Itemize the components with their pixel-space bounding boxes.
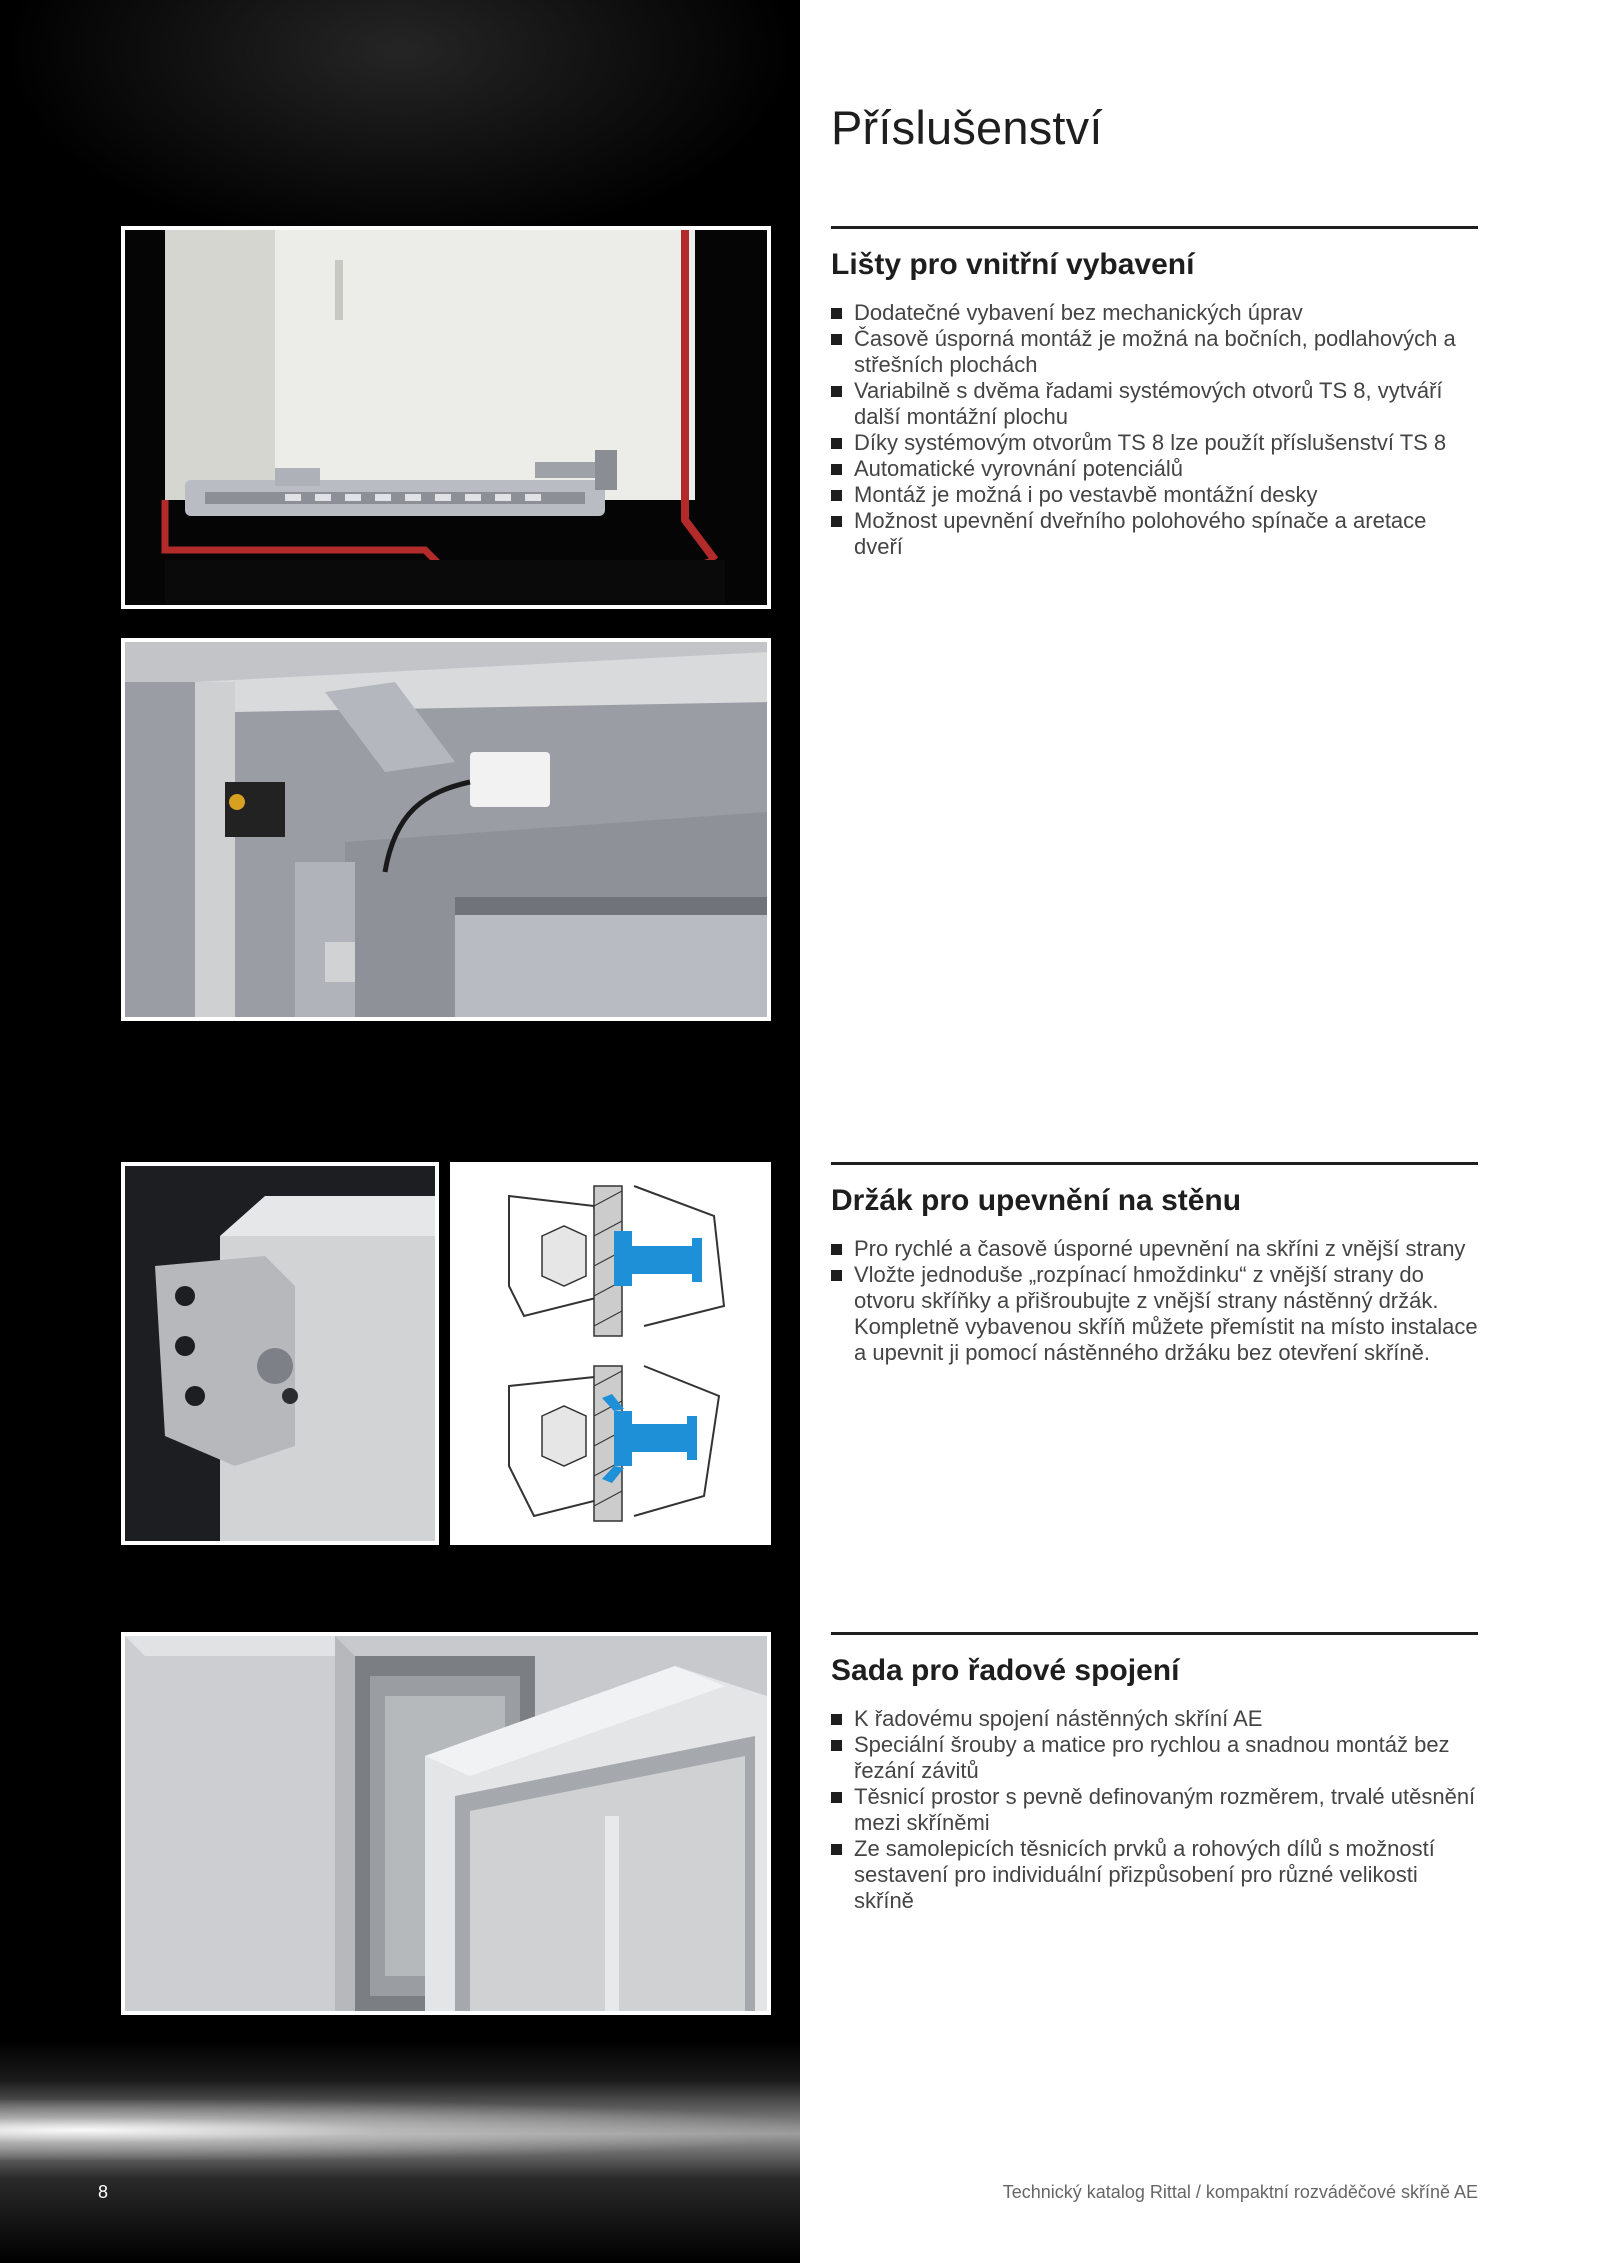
list-item: Variabilně s dvěma řadami systémových otvorů TS 8, vytváří další montážní plochu	[831, 378, 1478, 430]
section-wall-bracket	[831, 1162, 1478, 1366]
list-item: Díky systémovým otvorům TS 8 lze použít příslušenství TS 8	[831, 430, 1478, 456]
footer-text: Technický katalog Rittal / kompaktní rozváděčové skříně AE	[1002, 2182, 1478, 2202]
background-light-streak	[0, 2040, 800, 2263]
list-item: Speciální šrouby a matice pro rychlou a snadnou montáž bez řezání závitů	[831, 1732, 1478, 1784]
section-heading: Držák pro upevnění na stěnu	[831, 1184, 1242, 1217]
section-rule	[831, 226, 1478, 229]
diagram-expansion-dowel	[450, 1162, 771, 1545]
photo-baying-kit	[121, 1632, 771, 2015]
section-heading: Sada pro řadové spojení	[831, 1654, 1180, 1687]
bullet-list	[831, 1706, 1478, 1914]
bullet-list	[831, 1236, 1478, 1366]
section-rule	[831, 1162, 1478, 1165]
list-item: Montáž je možná i po vestavbě montážní desky	[831, 482, 1478, 508]
list-item: Dodatečné vybavení bez mechanických úprav	[831, 300, 1478, 326]
background-haze	[0, 0, 800, 250]
list-item: Automatické vyrovnání potenciálů	[831, 456, 1478, 482]
list-item: Možnost upevnění dveřního polohového spínače a aretace dveří	[831, 508, 1478, 560]
section-rule	[831, 1632, 1478, 1635]
page-title: Příslušenství	[831, 101, 1103, 154]
photo-door-switch	[121, 638, 771, 1021]
photo-interior-rails	[121, 226, 771, 609]
photo-wall-bracket	[121, 1162, 439, 1545]
section-baying-kit	[831, 1632, 1478, 1914]
list-item: Těsnicí prostor s pevně definovaným rozměrem, trvalé utěsnění mezi skříněmi	[831, 1784, 1478, 1836]
section-mounting-rails	[831, 226, 1478, 560]
section-heading: Lišty pro vnitřní vybavení	[831, 248, 1195, 281]
page-number: 8	[98, 2182, 109, 2202]
list-item: Časově úsporná montáž je možná na bočních, podlahových a střešních plochách	[831, 326, 1478, 378]
bullet-list	[831, 300, 1478, 560]
list-item: Vložte jednoduše „rozpínací hmoždinku“ z vnější strany do otvoru skříňky a přišroubujte z vnější strany nástěnný držák. Kompletně vybavenou skříň můžete přemístit na místo instalace a upevnit ji pomocí nástěnného držáku bez otevření skříně.	[831, 1262, 1478, 1366]
list-item: Pro rychlé a časově úsporné upevnění na skříni z vnější strany	[831, 1236, 1478, 1262]
list-item: Ze samolepicích těsnicích prvků a rohových dílů s možností sestavení pro individuální přizpůsobení pro různé velikosti skříně	[831, 1836, 1478, 1914]
list-item: K řadovému spojení nástěnných skříní AE	[831, 1706, 1478, 1732]
